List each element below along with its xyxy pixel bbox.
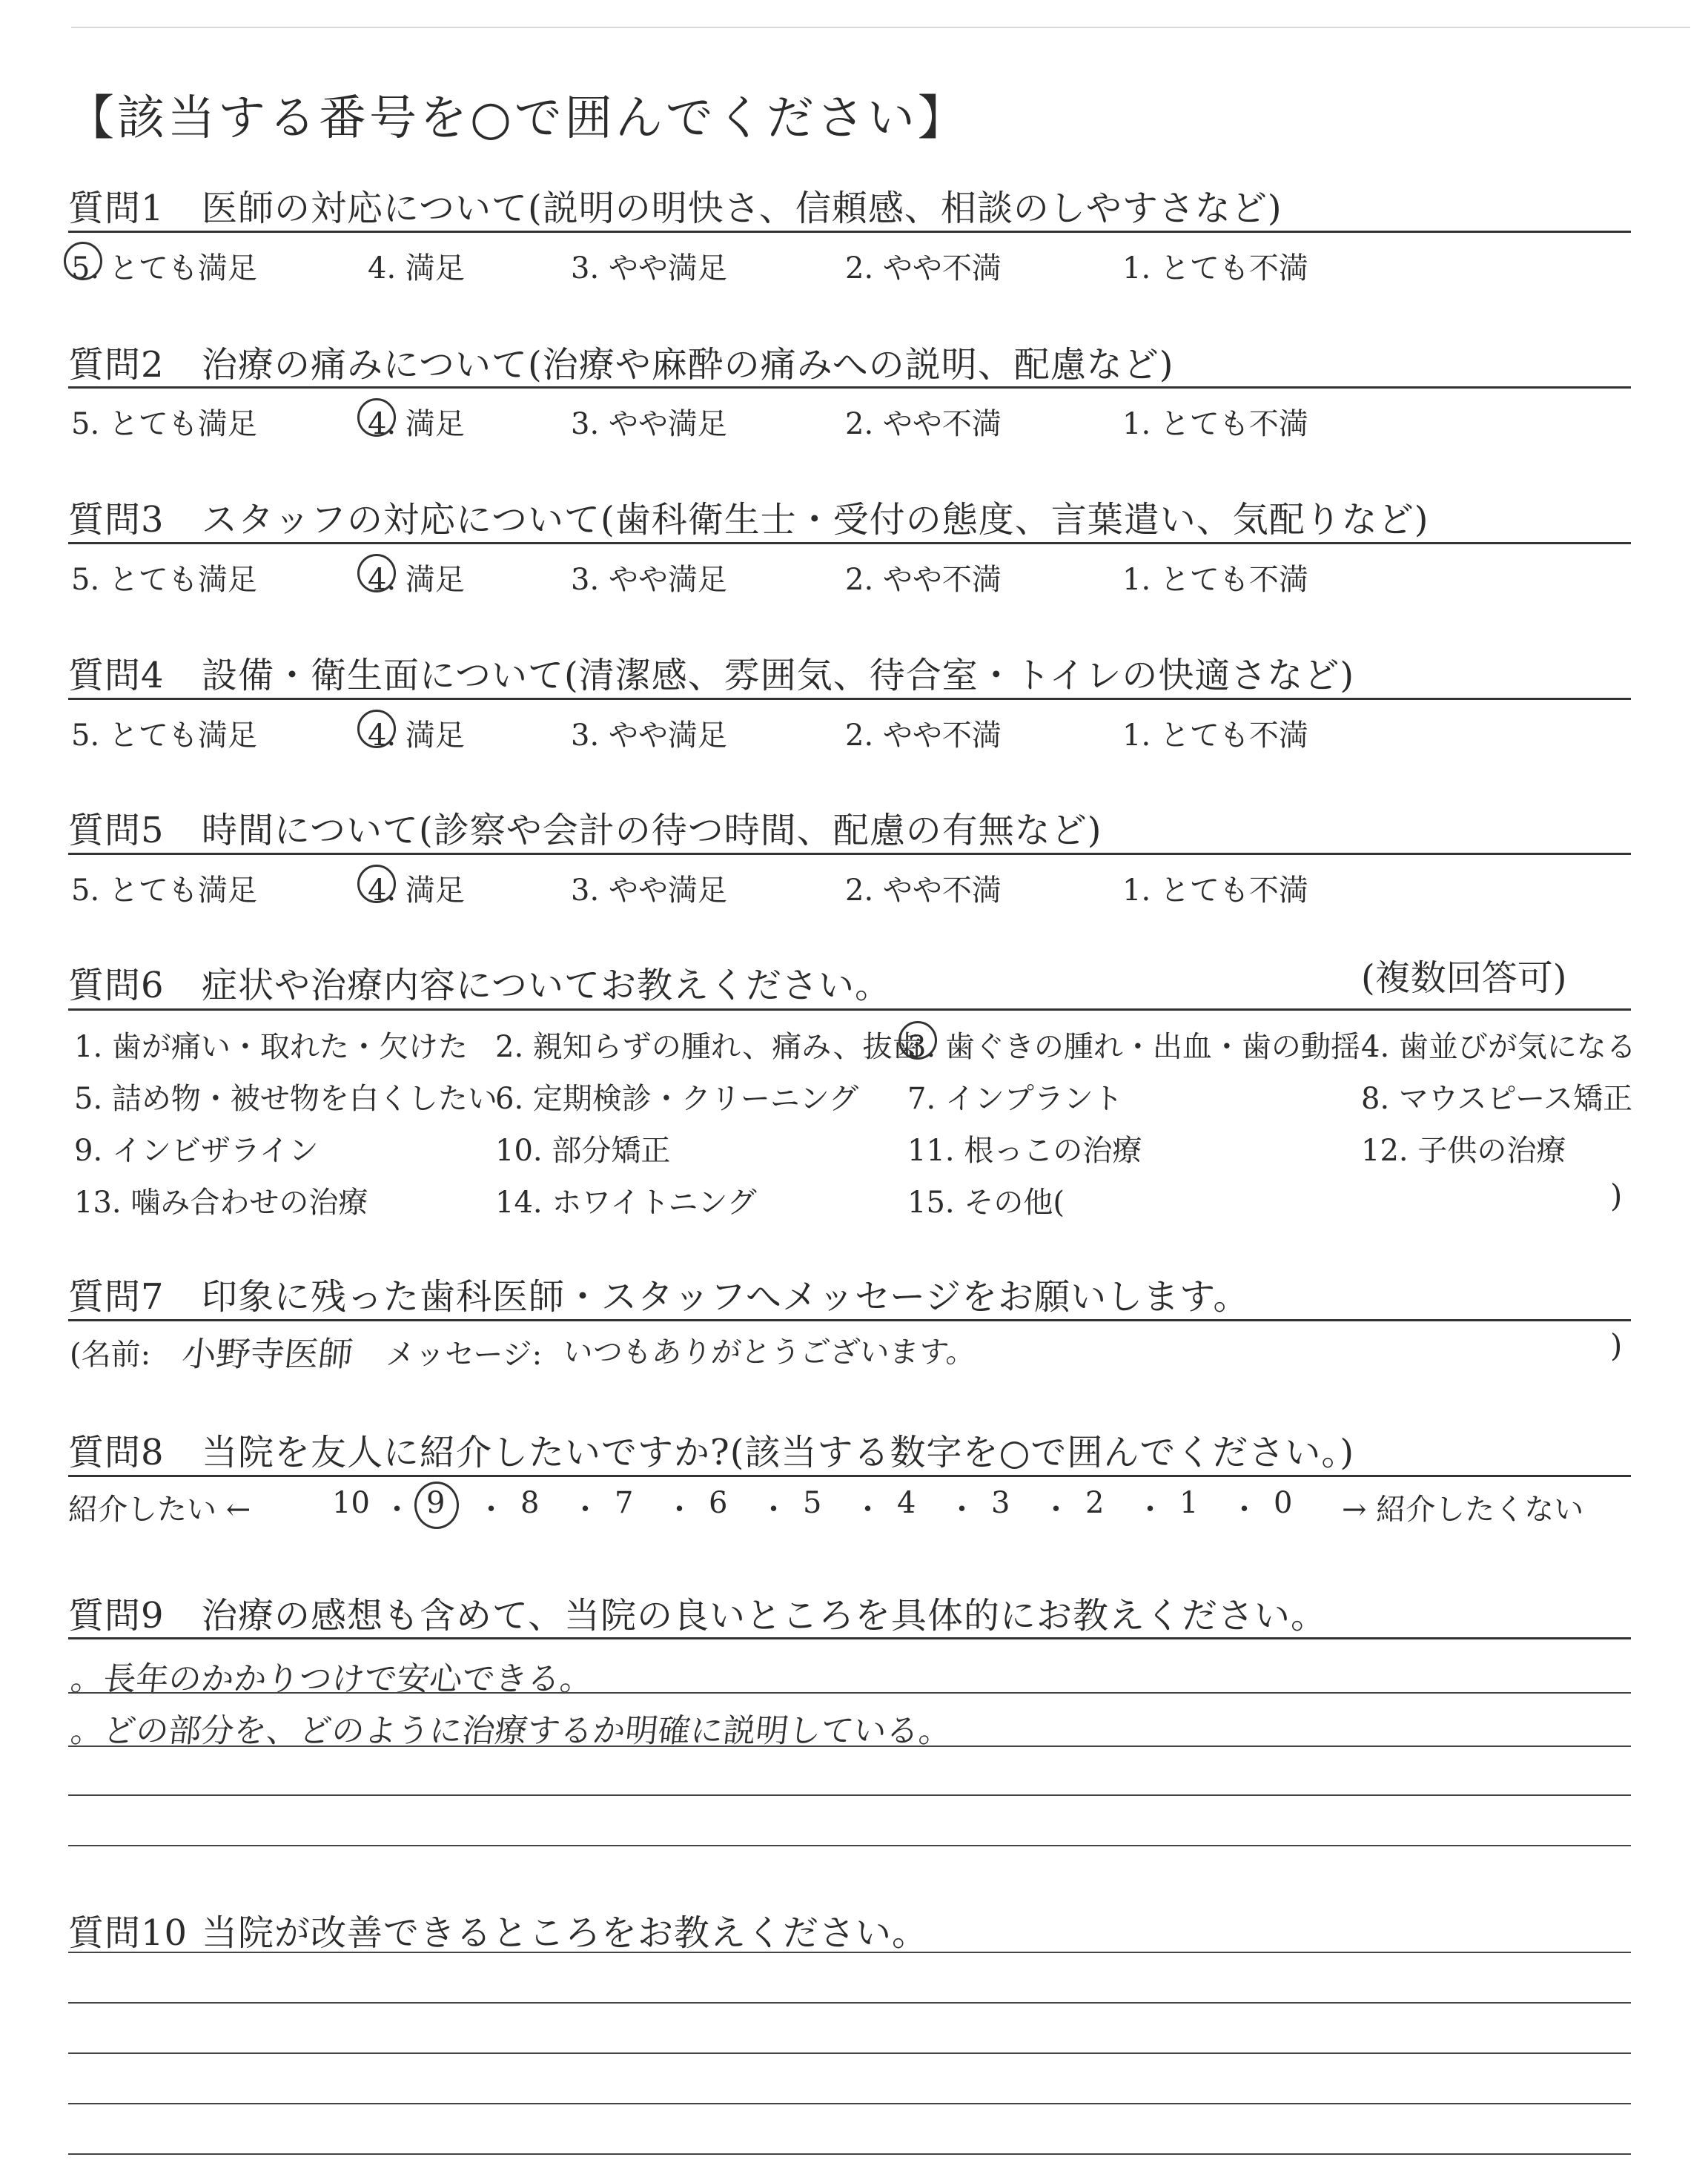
question-7-underline [68, 1319, 1631, 1321]
q6-option-9[interactable]: 9. インビザライン [74, 1134, 319, 1168]
q7-message-handwritten[interactable]: いつもありがとうございます。 [561, 1335, 978, 1370]
q6-option-6[interactable]: 6. 定期検診・クリーニング [495, 1082, 859, 1116]
question-6-underline [68, 1008, 1631, 1011]
question-4-text: 設備・衛生面について(清潔感、雰囲気、待合室・トイレの快適さなど) [202, 655, 1355, 696]
q8-scale-separator: ・ [853, 1493, 883, 1527]
q7-name-label: (名前: [70, 1338, 151, 1372]
q1-option-2[interactable]: 2. やや不満 [845, 251, 1002, 285]
question-6-number: 質問6 [68, 965, 165, 1006]
question-10-text: 当院が改善できるところをお教えください。 [202, 1912, 929, 1954]
question-1-text: 医師の対応について(説明の明快さ、信頼感、相談のしやすさなど) [202, 188, 1282, 229]
q8-left-label: 紹介したい ← [68, 1493, 251, 1527]
q10-writing-line-1 [68, 1952, 1631, 1953]
q3-option-2[interactable]: 2. やや不満 [845, 563, 1002, 597]
q2-option-2[interactable]: 2. やや不満 [845, 407, 1002, 441]
q8-scale-separator: ・ [947, 1493, 977, 1527]
q3-option-5[interactable]: 5. とても満足 [71, 563, 257, 597]
q4-option-1[interactable]: 1. とても不満 [1122, 719, 1308, 753]
question-3-underline [68, 542, 1631, 544]
q8-scale-0[interactable]: 0 [1274, 1486, 1293, 1520]
q10-writing-line-4 [68, 2103, 1631, 2104]
q10-writing-line-3 [68, 2052, 1631, 2054]
q8-scale-separator: ・ [570, 1493, 600, 1527]
question-1-title [68, 179, 1282, 231]
q4-selected-circle [357, 710, 396, 748]
question-8-title [68, 1424, 1354, 1475]
question-2-text: 治療の痛みについて(治療や麻酔の痛みへの説明、配慮など) [202, 344, 1174, 386]
question-1-underline [68, 231, 1631, 233]
question-9-text: 治療の感想も含めて、当院の良いところを具体的にお教えください。 [202, 1595, 1328, 1636]
question-5-text: 時間について(診察や会計の待つ時間、配慮の有無など) [202, 810, 1102, 851]
question-4-number: 質問4 [68, 655, 165, 696]
question-9-title [68, 1587, 1327, 1638]
q5-option-1[interactable]: 1. とても不満 [1122, 873, 1308, 908]
q1-option-1[interactable]: 1. とても不満 [1122, 251, 1308, 285]
q8-scale-separator: ・ [758, 1493, 789, 1527]
q3-selected-circle [357, 554, 396, 592]
question-10-title [68, 1904, 928, 1955]
q6-option-5[interactable]: 5. 詰め物・被せ物を白くしたい [74, 1082, 497, 1116]
q6-option-15[interactable]: 15. その他( [907, 1186, 1065, 1220]
q5-selected-circle [357, 865, 396, 903]
q10-writing-line-5 [68, 2153, 1631, 2155]
q6-selected-circle [898, 1021, 937, 1060]
q7-name-handwritten[interactable]: 小野寺医師 [179, 1334, 355, 1374]
q6-option-12[interactable]: 12. 子供の治療 [1361, 1134, 1566, 1168]
q8-scale-6[interactable]: 6 [709, 1486, 728, 1520]
q6-option-4[interactable]: 4. 歯並びが気になる [1361, 1030, 1636, 1064]
q8-scale-7[interactable]: 7 [615, 1486, 634, 1520]
q6-option-14[interactable]: 14. ホワイトニング [495, 1186, 757, 1220]
q9-writing-line-4 [68, 1845, 1631, 1846]
q9-writing-line-1 [68, 1692, 1631, 1694]
question-2-number: 質問2 [68, 344, 165, 386]
q6-option-1[interactable]: 1. 歯が痛い・取れた・欠けた [74, 1030, 468, 1064]
question-3-title [68, 491, 1429, 542]
q2-option-5[interactable]: 5. とても満足 [71, 407, 257, 441]
instruction-heading: 【該当する番号を○で囲んでください】 [67, 91, 968, 146]
q9-answer-line-1[interactable]: 。長年のかかりつけで安心できる。 [68, 1660, 595, 1698]
q7-message-label: メッセージ: [385, 1338, 543, 1372]
page-top-edge [71, 27, 1690, 28]
q6-option-7[interactable]: 7. インプラント [907, 1082, 1123, 1116]
question-9-underline [68, 1637, 1631, 1639]
q4-option-5[interactable]: 5. とても満足 [71, 719, 257, 753]
q6-option-13[interactable]: 13. 噛み合わせの治療 [74, 1186, 368, 1220]
q1-option-3[interactable]: 3. やや満足 [571, 251, 727, 285]
q2-option-1[interactable]: 1. とても不満 [1122, 407, 1308, 441]
q8-scale-10[interactable]: 10 [332, 1486, 370, 1520]
question-9-number: 質問9 [68, 1595, 165, 1636]
q8-scale-1[interactable]: 1 [1179, 1486, 1199, 1520]
q8-scale-separator: ・ [1135, 1493, 1165, 1527]
q4-option-4[interactable]: 4. 満足 [368, 719, 465, 753]
q1-selected-circle [64, 242, 102, 280]
q6-option-2[interactable]: 2. 親知らずの腫れ、痛み、抜歯 [495, 1030, 922, 1064]
q8-scale-5[interactable]: 5 [803, 1486, 822, 1520]
question-5-title [68, 802, 1102, 853]
question-8-text: 当院を友人に紹介したいですか?(該当する数字を○で囲んでください。) [202, 1432, 1355, 1473]
q3-option-3[interactable]: 3. やや満足 [571, 563, 727, 597]
question-3-text: スタッフの対応について(歯科衛生士・受付の態度、言葉遣い、気配りなど) [202, 499, 1429, 541]
q5-option-5[interactable]: 5. とても満足 [71, 873, 257, 908]
q8-scale-8[interactable]: 8 [520, 1486, 540, 1520]
q2-selected-circle [357, 398, 396, 437]
q3-option-1[interactable]: 1. とても不満 [1122, 563, 1308, 597]
question-7-title [68, 1268, 1249, 1319]
q5-option-2[interactable]: 2. やや不満 [845, 873, 1002, 908]
q8-scale-4[interactable]: 4 [897, 1486, 916, 1520]
q8-scale-2[interactable]: 2 [1085, 1486, 1105, 1520]
question-2-underline [68, 386, 1631, 389]
q1-option-5[interactable]: 5. とても満足 [71, 251, 257, 285]
question-7-number: 質問7 [68, 1276, 165, 1318]
q8-scale-separator: ・ [382, 1493, 412, 1527]
q8-scale-separator: ・ [664, 1493, 695, 1527]
question-1-number: 質問1 [68, 188, 165, 229]
q8-scale-9[interactable]: 9 [426, 1486, 446, 1520]
q4-option-2[interactable]: 2. やや不満 [845, 719, 1002, 753]
question-2-title [68, 336, 1174, 387]
q6-option-10[interactable]: 10. 部分矯正 [495, 1134, 671, 1168]
q2-option-3[interactable]: 3. やや満足 [571, 407, 727, 441]
question-5-number: 質問5 [68, 810, 165, 851]
q1-option-4[interactable]: 4. 満足 [368, 251, 465, 285]
q7-close-paren: ) [1610, 1327, 1623, 1364]
q6-option-3[interactable]: 3. 歯ぐきの腫れ・出血・歯の動揺 [907, 1030, 1360, 1064]
question-6-text: 症状や治療内容についてお教えください。 [202, 965, 892, 1006]
q6-option-11[interactable]: 11. 根っこの治療 [907, 1134, 1142, 1168]
q2-option-4[interactable]: 4. 満足 [368, 407, 465, 441]
question-8-number: 質問8 [68, 1432, 165, 1473]
q6-option-8[interactable]: 8. マウスピース矯正 [1361, 1082, 1633, 1116]
q9-answer-line-2[interactable]: 。どの部分を、どのように治療するか明確に説明している。 [68, 1712, 954, 1750]
q8-scale-separator: ・ [1229, 1493, 1260, 1527]
q6-other-close-paren: ) [1610, 1178, 1623, 1214]
q5-option-3[interactable]: 3. やや満足 [571, 873, 727, 908]
question-6-title [68, 957, 891, 1008]
q8-scale-separator: ・ [1041, 1493, 1071, 1527]
question-5-underline [68, 853, 1631, 855]
q10-writing-line-2 [68, 2002, 1631, 2004]
q8-scale-3[interactable]: 3 [991, 1486, 1010, 1520]
q9-writing-line-3 [68, 1794, 1631, 1796]
q8-selected-circle [414, 1482, 459, 1529]
question-10-number: 質問10 [68, 1912, 188, 1954]
question-7-text: 印象に残った歯科医師・スタッフへメッセージをお願いします。 [202, 1276, 1250, 1318]
q3-option-4[interactable]: 4. 満足 [368, 563, 465, 597]
question-8-underline [68, 1475, 1631, 1477]
q8-right-label: → 紹介したくない [1342, 1493, 1584, 1527]
q9-writing-line-2 [68, 1745, 1631, 1747]
q5-option-4[interactable]: 4. 満足 [368, 873, 465, 908]
question-4-title [68, 647, 1354, 698]
q8-scale-separator: ・ [476, 1493, 506, 1527]
multiple-answers-note: (複数回答可) [1361, 957, 1567, 999]
question-4-underline [68, 698, 1631, 700]
q4-option-3[interactable]: 3. やや満足 [571, 719, 727, 753]
question-3-number: 質問3 [68, 499, 165, 541]
